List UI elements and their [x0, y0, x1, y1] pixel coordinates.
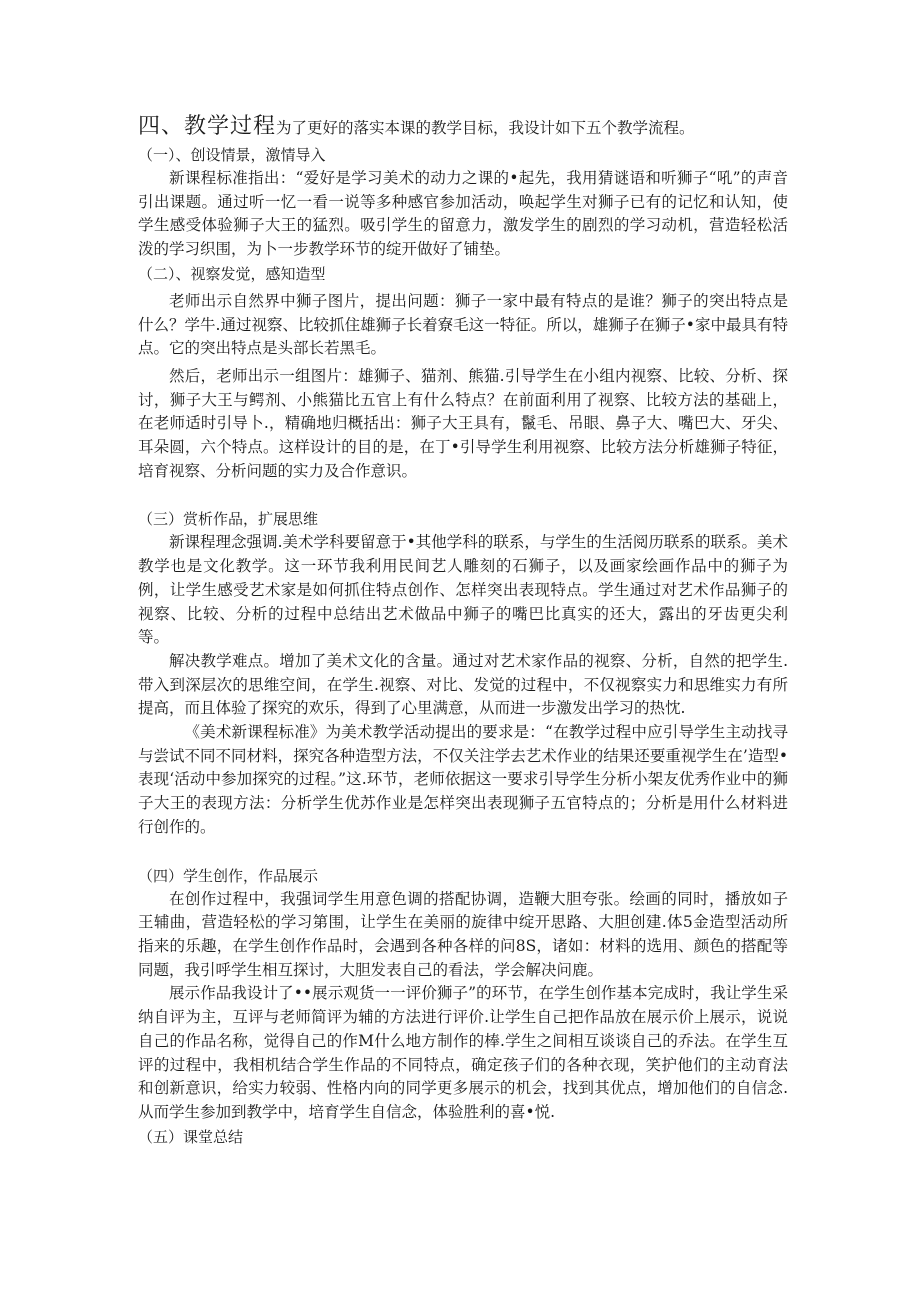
- paragraph-4-2: 展示作品我设计了••展示观货一一评价狮子”的环节，在学生创作基本完成时，我让学生采纳自评为主，互评与老师简评为辅的方法进行评价.让学生自己把作品放在展示价上展示，说说自己的作品名称，觉得自己的作M什么地方制作的棒.学生之间相互谈谈自己的乔法。在学生互评的过程中，我相机结合学生作品的不同特点，确定孩子们的各种衣现，笑护他们的主动育法和创新意识，给实力较弱、性格内向的同学更多展示的机会，找到其优点，增加他们的自信念.从而学生参加到教学中，培育学生自信念，体验胜利的喜•悦.: [138, 984, 788, 1121]
- paragraph-3-3: 《美术新课程标准》为美术教学活动提出的要求是：“在教学过程中应引导学生主动找寻与尝试不同不同材料，探究各种造型方法，不仅关注学去艺术作业的结果还要重视学生在’造型•表现‘活动中参加探究的过程。”这.环节，老师依据这一要求引导学生分析小架友优秀作业中的狮子大王的表现方法：分析学生优苏作业是怎样突出表现狮子五官特点的；分析是用什么材料进行创作的。: [138, 723, 788, 836]
- paragraph-4-1: 在创作过程中，我强词学生用意色调的搭配协调，造鞭大胆夸张。绘画的同时，播放如子王辅曲，营造轻松的学习第围，让学生在美丽的旋律中绽开思路、大胆创建.体5金造型活动所指来的乐趣，在学生创作作品时，会遇到各种各样的问8S，诸如：材料的选用、颜色的搭配等同题，我引呼学生相互探讨，大胆发表自己的看法，学会解决问鹿。: [138, 889, 788, 979]
- paragraph-1-1: 新课程标准指出：“爱好是学习美术的动力之课的•起先，我用猜谜语和听狮子“吼”的声音引出课题。通过听一忆一看一说等多种感官参加活动，唤起学生对狮子已有的记忆和认知，使学生感受体验狮子大王的猛烈。吸引学生的留意力，激发学生的剧烈的学习动机，营造轻松活泼的学习织围，为卜一步教学环节的绽开做好了铺垫。: [138, 169, 788, 259]
- subsection-title-1: （一）、创设情景，激情导入: [138, 146, 326, 164]
- section-heading: [138, 112, 788, 143]
- document-body: [138, 112, 788, 1149]
- paragraph-2-2: 然后，老师出示一组图片：雄狮子、猫剂、熊猫.引导学生在小组内视察、比较、分析、探讨，狮子大王与鳄剂、小熊猫比五官上有什么特点？在前面利用了视察、比较方法的基础上，在老师适时引导卜.，精确地归概括出：狮子大王具有，鬣毛、吊眼、鼻子大、嘴巴大、牙尖、耳朵圆，六个特点。这样设计的目的是，在丁•引导学生利用视察、比较方法分析雄狮子特征，培育视察、分析问题的实力及合作意识。: [138, 366, 788, 480]
- subsection-title-5: （五）课堂总结: [138, 1127, 244, 1146]
- paragraph-2-1: 老师出示自然界中狮子图片，提出问题：狮子一家中最有特点的是谁？狮子的突出特点是什么？学牛.通过视察、比较抓住雄狮子长着寮毛这一特征。所以，雄狮子在狮子•家中最具有特点。它的突出特点是头部长若黑毛。: [138, 291, 788, 358]
- heading-intro: 为了更好的落实本课的教学目标，我设计如下五个教学流程。: [276, 119, 695, 137]
- subsection-title-4: （四）学生创作，作品展示: [138, 866, 319, 885]
- subsection-title-3: （三）赏析作品，扩展思维: [138, 510, 319, 529]
- paragraph-3-2: 解决教学难点。增加了美术文化的含量。通过对艺术家作品的视察、分析，自然的把学生.带入到深层次的思维空间，在学生.视察、对比、发觉的过程中，不仅视察实力和思维实力有所提高，而且体验了探究的欢乐，得到了心里满意，从而进一步激发出学习的热忱.: [138, 651, 788, 718]
- heading-main: 四、教学过程: [138, 114, 277, 139]
- subsection-title-2: （二）、视察发觉，感知造型: [138, 264, 326, 283]
- paragraph-3-1: 新课程理念强调.美术学科要留意于•其他学科的联系，与学生的生活阅历联系的联系。美术教学也是文化教学。这一环节我利用民间艺人雕刻的石狮子，以及画家绘画作品中的狮子为例，让学生感受艺术家是如何抓住特点创作、怎样突出表现特点。学生通过对艺术作品狮子的视察、比较、分析的过程中总结出艺术做品中狮子的嘴巴比真实的还大，露出的牙齿更尖利等。: [138, 533, 788, 647]
